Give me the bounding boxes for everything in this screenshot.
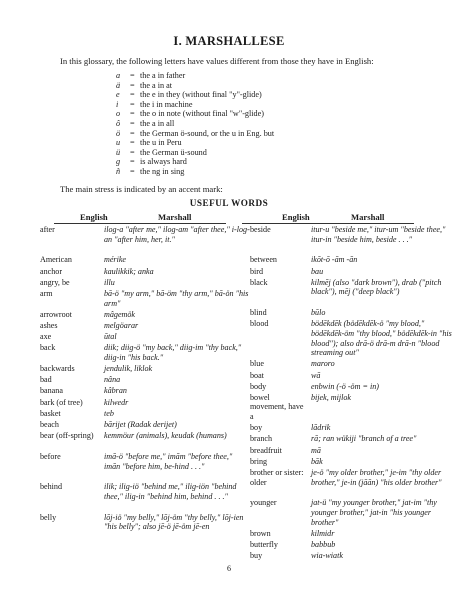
letter-values-list (116, 71, 274, 177)
english-word: body (250, 381, 267, 391)
word-entry (40, 452, 250, 481)
marshall-word: ūtal (104, 332, 117, 342)
marshall-word: bijek, mijlok (311, 392, 352, 402)
letter-symbol: a (116, 71, 121, 80)
marshall-word: itur-u "beside me," itur-um "beside thee," itur-in "beside him, beside . . ." (311, 225, 446, 244)
english-word: before (40, 451, 61, 461)
letter-description: the German ü-sound (140, 147, 207, 157)
english-word: blue (250, 359, 264, 369)
word-entry (40, 513, 250, 542)
letter-description: the ng in sing (140, 166, 185, 176)
word-entry (250, 308, 458, 318)
equals-sign: = (130, 157, 135, 167)
equals-sign: = (130, 99, 135, 109)
english-word: bear (off-spring) (40, 431, 94, 441)
english-word: beside (250, 225, 271, 234)
english-word: arm (40, 288, 53, 298)
letter-symbol: o (116, 109, 121, 119)
word-entry (250, 423, 458, 433)
word-entry (40, 482, 250, 511)
page-number: 6 (227, 564, 231, 573)
letter-description: the a in father (140, 71, 186, 80)
marshall-word: ilik; ilig-iö "behind me," ilig-iön "behind thee," ilig-in "behind him, behind . . ." (104, 482, 237, 501)
left-marshall-header: Marshall (158, 212, 192, 222)
english-word: behind (40, 482, 63, 492)
marshall-word: būlo (311, 308, 326, 318)
letter-value-row (116, 71, 274, 81)
marshall-word: ikōt-ō -ām -ān (311, 255, 358, 265)
english-word: buy (250, 551, 263, 561)
marshall-word: je-ö "my older brother," je-im "thy older brother," je-in (jāān) "his older brother" (311, 468, 442, 487)
marshall-word: mâgemök (104, 309, 136, 319)
english-word: axe (40, 332, 52, 342)
word-entry (250, 468, 458, 497)
marshall-word: lādrik (311, 423, 331, 433)
word-entry (250, 382, 458, 392)
word-entry (40, 420, 250, 430)
marshall-word: wia-wiatk (311, 551, 343, 561)
marshall-word: bā-ö "my arm," bā-öm "thy arm," bā-ön "his arm" (104, 288, 249, 308)
english-word: boy (250, 423, 263, 433)
english-word: branch (250, 434, 273, 444)
letter-value-row (116, 148, 274, 158)
english-word: arrowroot (40, 309, 72, 319)
word-entry (250, 457, 458, 467)
marshall-word: maroro (311, 359, 335, 369)
word-entry (250, 498, 458, 527)
left-english-header: English (80, 212, 108, 222)
marshall-word: kemmöur (animals), keudak (humans) (104, 431, 227, 441)
english-word: ashes (40, 320, 58, 330)
page-title: I. MARSHALLESE (173, 34, 285, 48)
equals-sign: = (130, 90, 135, 100)
english-word: brown (250, 528, 271, 538)
equals-sign: = (130, 128, 135, 138)
marshall-word: mā (311, 445, 321, 455)
letter-description: the a in all (140, 118, 175, 128)
word-entry (250, 319, 458, 357)
letter-symbol: e (116, 90, 120, 100)
letter-value-row (116, 167, 274, 177)
english-word: between (250, 255, 277, 265)
letter-value-row (116, 138, 274, 148)
english-word: after (40, 225, 55, 234)
marshall-word: illu (104, 277, 115, 287)
english-word: bowel movement, have a (250, 392, 304, 422)
word-entry (40, 321, 250, 331)
letter-description: the e in they (without final "y"-glide) (140, 90, 262, 100)
word-entry (250, 393, 458, 422)
english-word: bird (250, 266, 264, 276)
word-entry (250, 529, 458, 539)
marshall-word: kilmidr (311, 528, 335, 538)
letter-symbol: ñ (116, 166, 121, 176)
right-word-column (250, 225, 458, 562)
equals-sign: = (130, 80, 135, 90)
marshall-word: mérike (104, 255, 127, 265)
english-word: boat (250, 370, 264, 380)
marshall-word: ilog-a "after me," ilog-am "after thee," i-log-an "after him, her, it." (104, 225, 250, 244)
word-entry (250, 551, 458, 561)
word-entry (250, 359, 458, 369)
equals-sign: = (130, 138, 135, 148)
word-entry (40, 278, 250, 288)
letter-description: the a in at (140, 80, 173, 90)
letter-symbol: i (116, 99, 119, 109)
letter-description: the German ö-sound, or the u in Eng. but (140, 128, 275, 138)
english-word: blind (250, 308, 267, 318)
right-english-header: English (282, 212, 310, 222)
marshall-word: babbub (311, 540, 336, 549)
marshall-word: bārijet (Radak derijet) (104, 420, 177, 430)
letter-symbol: ü (116, 147, 121, 157)
marshall-word: teb (104, 408, 114, 418)
english-word: backwards (40, 364, 75, 374)
marshall-word: jendulik, liklok (104, 364, 153, 374)
english-word: breadfruit (250, 445, 282, 455)
letter-value-row (116, 157, 274, 167)
marshall-word: kilmēj (also "dark brown"), drab ("pitch black"), mēj ("deep black") (311, 277, 442, 297)
word-entry (40, 364, 250, 374)
stress-note: The main stress is indicated by an accent mark: (60, 184, 223, 194)
english-word: angry, be (40, 277, 70, 287)
marshall-word: jat-ü "my younger brother," jat-im "thy younger brother," jat-in "his younger brother" (311, 498, 437, 527)
marshall-word: kâbran (104, 386, 127, 396)
word-entry (40, 409, 250, 419)
word-entry (40, 343, 250, 362)
letter-description: is always hard (140, 157, 187, 167)
english-word: bad (40, 375, 52, 385)
marshall-word: imā-ö "before me," imām "before thee," imān "before him, be-hind . . ." (104, 451, 233, 471)
letter-symbol: ô (116, 118, 121, 128)
word-entry (40, 386, 250, 396)
letter-value-row (116, 119, 274, 129)
english-word: American (40, 255, 72, 265)
english-word: blood (250, 319, 269, 329)
english-word: anchor (40, 266, 63, 276)
letter-symbol: g (116, 157, 121, 167)
english-word: back (40, 343, 56, 353)
right-marshall-header: Marshall (351, 212, 385, 222)
equals-sign: = (130, 166, 135, 176)
english-word: basket (40, 408, 61, 418)
word-entry (250, 540, 458, 550)
marshall-word: bödēkdēk (bödēkdēk-ö "my blood," bödēkdēk-öm "thy blood," bödēkdēk-in "his blood"); also drā-ö drā-m drā-n "blood streaming out" (311, 319, 452, 358)
letter-value-row (116, 81, 274, 91)
letter-symbol: ä (116, 80, 121, 90)
marshall-word: wā (311, 370, 321, 380)
marshall-word: kaulikkik; anka (104, 266, 154, 276)
word-entry (250, 255, 458, 265)
word-entry (40, 310, 250, 320)
letter-description: the o in note (without final "w"-glide) (140, 109, 265, 119)
letter-value-row (116, 129, 274, 139)
english-word: belly (40, 512, 57, 522)
marshall-word: bau (311, 266, 324, 276)
equals-sign: = (130, 71, 135, 80)
letter-description: the u in Peru (140, 138, 182, 148)
letter-value-row (116, 90, 274, 100)
left-header-rule (54, 223, 226, 224)
letter-value-row (116, 109, 274, 119)
letter-description: the i in machine (140, 99, 193, 109)
word-entry (250, 267, 458, 277)
word-entry (40, 255, 250, 265)
word-entry (40, 267, 250, 277)
letter-value-row (116, 100, 274, 110)
english-word: black (250, 277, 268, 287)
equals-sign: = (130, 147, 135, 157)
marshall-word: lōj-iö "my belly," lōj-öm "thy belly," lōj-ien "his belly"; also jē-ö jē-öm jē-en (104, 512, 244, 532)
english-word: bark (of tree) (40, 397, 83, 407)
equals-sign: = (130, 109, 135, 119)
word-entry (250, 278, 458, 307)
word-entry (40, 332, 250, 342)
marshall-word: bāk (311, 456, 323, 466)
marshall-word: melgöarar (104, 320, 139, 330)
english-word: bring (250, 456, 268, 466)
right-header-rule (242, 223, 414, 224)
english-word: brother or sister: older (250, 468, 304, 487)
marshall-word: rā; ran wükiji "branch of a tree" (311, 434, 417, 444)
equals-sign: = (130, 118, 135, 128)
word-entry (40, 375, 250, 385)
word-entry (250, 446, 458, 456)
marshall-word: enbwin (-ö -öm = in) (311, 381, 379, 391)
intro-text: In this glossary, the following letters have values different from those they have in English: (60, 56, 374, 66)
word-entry (40, 398, 250, 408)
useful-words-heading: USEFUL WORDS (189, 198, 269, 208)
marshall-word: diik; diig-ö "my back," diig-im "thy back," diig-in "his back." (104, 343, 242, 362)
english-word: younger (250, 498, 277, 508)
word-entry (40, 431, 250, 450)
left-word-column (40, 225, 250, 543)
word-entry (250, 225, 458, 254)
english-word: butterfly (250, 540, 278, 549)
letter-symbol: u (116, 138, 121, 148)
word-entry (40, 289, 250, 308)
english-word: banana (40, 386, 63, 396)
word-entry (250, 371, 458, 381)
marshall-word: nâna (104, 375, 121, 385)
marshall-word: kilwedr (104, 397, 129, 407)
word-entry (250, 434, 458, 444)
letter-symbol: ö (116, 128, 121, 138)
english-word: beach (40, 420, 59, 430)
word-entry (40, 225, 250, 254)
